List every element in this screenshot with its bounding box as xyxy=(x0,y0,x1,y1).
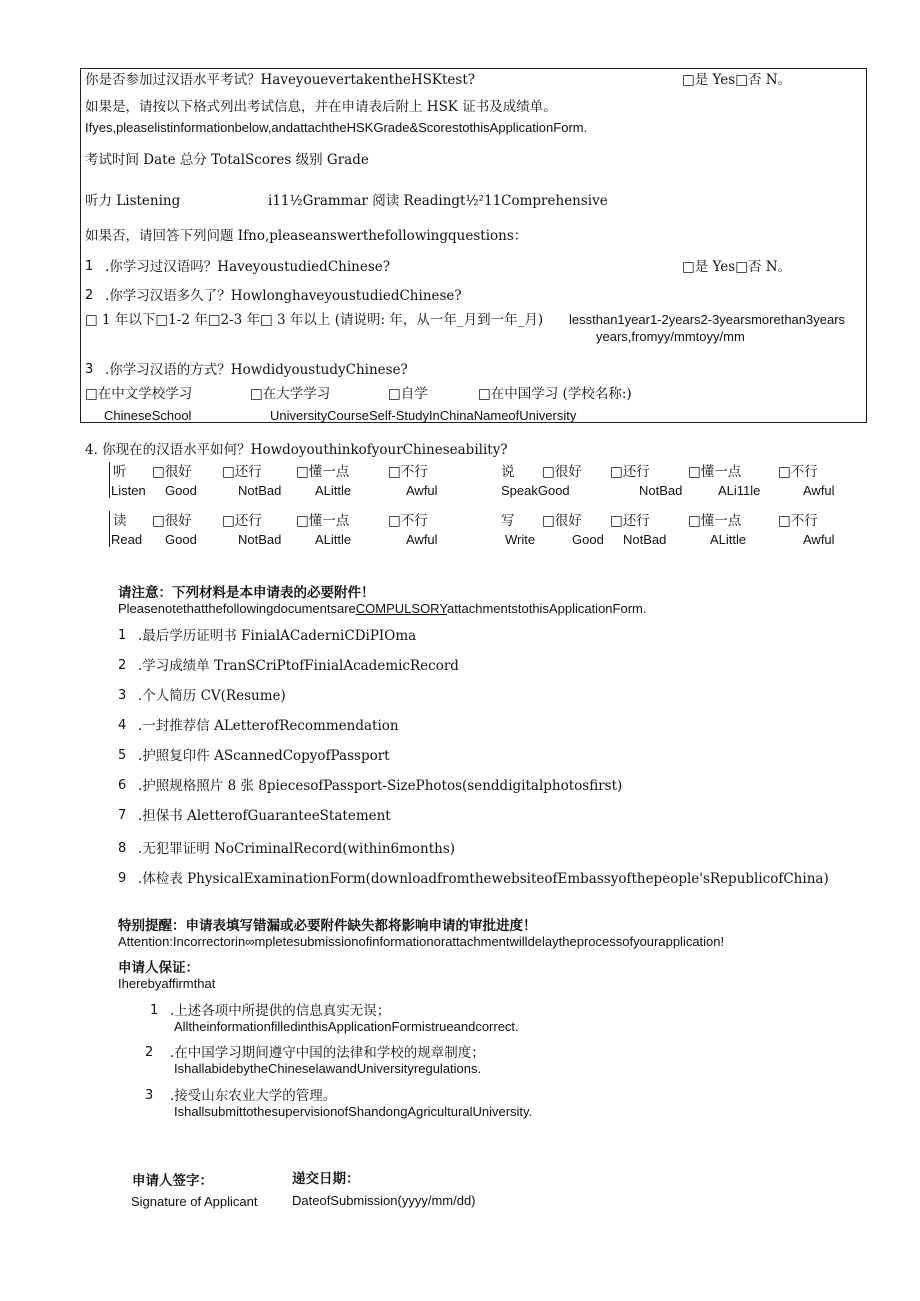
attention-cn: 特别提醒：申请表填写错漏或必要附件缺失都将影响申请的审批进度！ xyxy=(118,918,537,934)
write-alittle-en: ALittle xyxy=(710,532,747,547)
submission-date-label-en: DateofSubmission(yyyy/mm/dd) xyxy=(292,1193,476,1208)
q4-title: 4. 你现在的汉语水平如何？HowdoyouthinkofyourChineseability? xyxy=(85,442,508,458)
notice-en-compulsory: COMPULSORY xyxy=(355,601,448,616)
hsk-ifyes-cn: 如果是，请按以下格式列出考试信息，并在申请表后附上 HSK 证书及成绩单。 xyxy=(85,99,557,115)
q4-row2-bar xyxy=(109,511,110,547)
q3-option-school-checkbox[interactable]: □在中文学校学习 xyxy=(85,386,193,402)
q3-number: 3 xyxy=(85,362,94,377)
notice-en-post: attachmentstothisApplicationForm. xyxy=(447,601,647,616)
affirm-num: 3 xyxy=(145,1088,154,1103)
attachment-item: .学习成绩单 TranSCriPtofFinialAcademicRecord xyxy=(138,658,459,674)
attachment-num: 1 xyxy=(118,628,127,643)
attachments-notice-cn: 请注意：下列材料是本申请表的必要附件！ xyxy=(118,585,375,601)
listen-alittle-checkbox[interactable]: □懂一点 xyxy=(296,464,350,480)
write-notbad-checkbox[interactable]: □还行 xyxy=(610,513,650,529)
read-label-en: Read xyxy=(111,532,143,547)
speak-alittle-en: ALi11le xyxy=(718,483,761,498)
q1-text: .你学习过汉语吗？HaveyoustudiedChinese? xyxy=(105,259,390,275)
signature-label-cn: 申请人签字： xyxy=(132,1173,213,1189)
attachment-item: .护照规格照片 8 张 8piecesofPassport-SizePhotos(senddigitalphotosfirst) xyxy=(138,778,623,794)
affirm-item-en: IshallabidebytheChineselawandUniversityregulations. xyxy=(174,1061,482,1076)
attachment-num: 7 xyxy=(118,808,127,823)
speak-notbad-en: NotBad xyxy=(639,483,683,498)
listen-good-checkbox[interactable]: □很好 xyxy=(152,464,192,480)
speak-alittle-checkbox[interactable]: □懂一点 xyxy=(688,464,742,480)
attachment-item: .担保书 AletterofGuaranteeStatement xyxy=(138,808,391,824)
notice-en-pre: Pleasenotethatthefollowingdocumentsare xyxy=(118,601,356,616)
listen-notbad-checkbox[interactable]: □还行 xyxy=(222,464,262,480)
attachment-item: .体检表 PhysicalExaminationForm(downloadfromthewebsiteofEmbassyofthepeople'sRepublicofChina) xyxy=(138,871,829,887)
write-good-en: Good xyxy=(572,532,604,547)
affirm-item-cn: .在中国学习期间遵守中国的法律和学校的规章制度； xyxy=(170,1045,485,1061)
hsk-grammar-reading: i11½Grammar 阅读 Readingt½²11Comprehensive xyxy=(268,193,608,209)
affirm-num: 2 xyxy=(145,1045,154,1060)
write-label-cn: 写 xyxy=(501,513,515,529)
affirm-title-cn: 申请人保证： xyxy=(118,960,199,976)
q2-options-cn[interactable]: □ 1 年以下□1-2 年□2-3 年□ 3 年以上 (请说明: 年，从一年_月到一年_月) xyxy=(85,312,544,328)
read-notbad-en: NotBad xyxy=(238,532,282,547)
q3-option-school-en: ChineseSchool xyxy=(104,408,192,423)
read-alittle-en: ALittle xyxy=(315,532,352,547)
speak-awful-en: Awful xyxy=(803,483,835,498)
q2-options-en-2: years,fromyy/mmtoyy/mm xyxy=(596,329,745,344)
write-notbad-en: NotBad xyxy=(623,532,667,547)
write-awful-checkbox[interactable]: □不行 xyxy=(778,513,818,529)
read-awful-checkbox[interactable]: □不行 xyxy=(388,513,428,529)
affirm-item-cn: .上述各项中所提供的信息真实无误； xyxy=(170,1003,391,1019)
attachment-num: 3 xyxy=(118,688,127,703)
affirm-item-cn: .接受山东农业大学的管理。 xyxy=(170,1088,337,1104)
write-good-checkbox[interactable]: □很好 xyxy=(542,513,582,529)
attachment-item: .一封推荐信 ALetterofRecommendation xyxy=(138,718,399,734)
speak-label-cn: 说 xyxy=(501,464,515,480)
q2-options-en: lessthan1year1-2years2-3yearsmorethan3years xyxy=(569,312,846,327)
listen-awful-en: Awful xyxy=(406,483,438,498)
q2-number: 2 xyxy=(85,288,94,303)
write-label-en: Write xyxy=(505,532,536,547)
hsk-question: 你是否参加过汉语水平考试？HaveyouevertakentheHSKtest? xyxy=(85,72,476,88)
attachment-num: 9 xyxy=(118,871,127,886)
signature-label-en: Signature of Applicant xyxy=(131,1194,258,1209)
hsk-fields-line: 考试时间 Date 总分 TotalScores 级别 Grade xyxy=(85,152,369,168)
q2-text: .你学习汉语多久了？HowlonghaveyoustudiedChinese? xyxy=(105,288,462,304)
write-alittle-checkbox[interactable]: □懂一点 xyxy=(688,513,742,529)
q1-number: 1 xyxy=(85,259,94,274)
q3-option-china-checkbox[interactable]: □在中国学习 (学校名称:) xyxy=(478,386,632,402)
q3-option-university-checkbox[interactable]: □在大学学习 xyxy=(250,386,331,402)
attachment-num: 6 xyxy=(118,778,127,793)
listen-good-en: Good xyxy=(165,483,197,498)
listen-alittle-en: ALittle xyxy=(315,483,352,498)
read-label-cn: 读 xyxy=(113,513,127,529)
read-awful-en: Awful xyxy=(406,532,438,547)
attachment-item: .护照复印件 AScannedCopyofPassport xyxy=(138,748,390,764)
affirm-title-en: Iherebyaffirmthat xyxy=(118,976,216,991)
attachments-notice-en xyxy=(118,601,646,617)
q3-text: .你学习汉语的方式？HowdidyoustudyChinese? xyxy=(105,362,408,378)
read-notbad-checkbox[interactable]: □还行 xyxy=(222,513,262,529)
listen-label-cn: 听 xyxy=(113,464,127,480)
speak-notbad-checkbox[interactable]: □还行 xyxy=(610,464,650,480)
speak-awful-checkbox[interactable]: □不行 xyxy=(778,464,818,480)
read-alittle-checkbox[interactable]: □懂一点 xyxy=(296,513,350,529)
listen-awful-checkbox[interactable]: □不行 xyxy=(388,464,428,480)
affirm-item-en: IshallsubmittothesupervisionofShandongAgriculturalUniversity. xyxy=(174,1104,533,1119)
hsk-ifno: 如果否，请回答下列问题 Ifno,pleaseanswerthefollowingquestions： xyxy=(85,228,528,244)
affirm-num: 1 xyxy=(150,1003,159,1018)
read-good-en: Good xyxy=(165,532,197,547)
q3-option-selfstudy-checkbox[interactable]: □自学 xyxy=(388,386,428,402)
attachment-num: 4 xyxy=(118,718,127,733)
q1-yes-no-checkbox[interactable]: □是 Yes□否 N。 xyxy=(682,259,792,275)
hsk-ifyes-en: Ifyes,pleaselistinformationbelow,andattachtheHSKGrade&ScorestothisApplicationForm. xyxy=(85,120,588,135)
read-good-checkbox[interactable]: □很好 xyxy=(152,513,192,529)
attachment-num: 2 xyxy=(118,658,127,673)
speak-label-en: SpeakGood xyxy=(501,483,570,498)
attachment-num: 8 xyxy=(118,841,127,856)
write-awful-en: Awful xyxy=(803,532,835,547)
attachment-num: 5 xyxy=(118,748,127,763)
hsk-listening: 听力 Listening xyxy=(85,193,181,209)
listen-label-en: Listen xyxy=(111,483,146,498)
attachment-item: .无犯罪证明 NoCriminalRecord(within6months) xyxy=(138,841,456,857)
hsk-yes-no-checkbox[interactable]: □是 Yes□否 N。 xyxy=(682,72,792,88)
attachment-item: .个人简历 CV(Resume) xyxy=(138,688,286,704)
q3-option-others-en: UniversityCourseSelf-StudyInChinaNameofUniversity xyxy=(270,408,577,423)
attachment-item: .最后学历证明书 FinialACaderniCDiPIOma xyxy=(138,628,417,644)
q4-row1-bar xyxy=(109,462,110,498)
attention-en: Attention:Incorrectorin∞mpletesubmissionofinformationorattachmentwilldelaytheprocessofyourapplication! xyxy=(118,934,725,949)
speak-good-checkbox[interactable]: □很好 xyxy=(542,464,582,480)
listen-notbad-en: NotBad xyxy=(238,483,282,498)
submission-date-label-cn: 递交日期： xyxy=(292,1171,360,1187)
affirm-item-en: AlltheinformationfilledinthisApplicationFormistrueandcorrect. xyxy=(174,1019,519,1034)
